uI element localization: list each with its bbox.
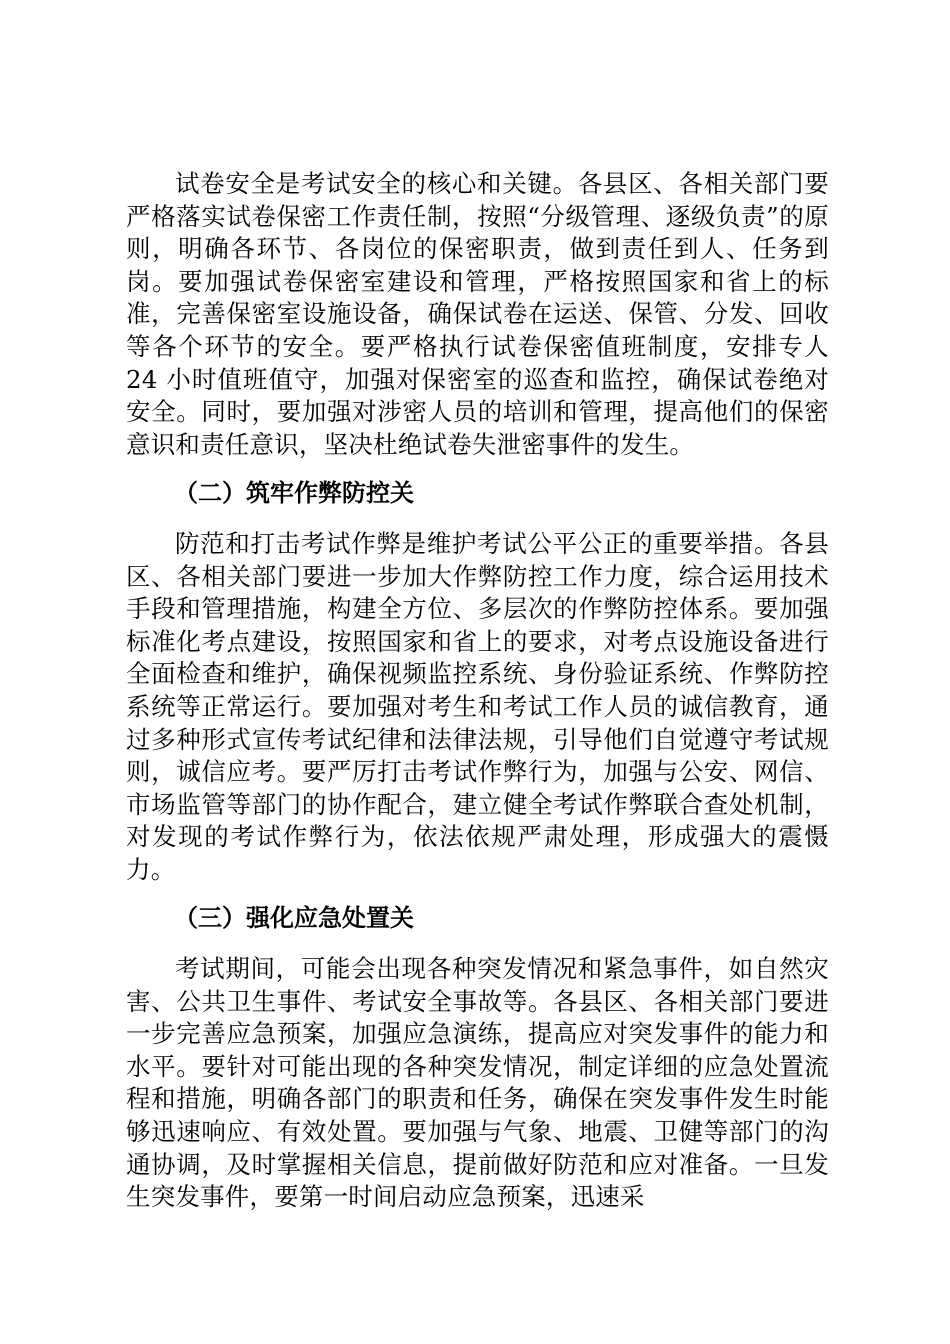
spacer: [126, 510, 829, 528]
section-heading-emergency-response: （三）强化应急处置关: [174, 904, 414, 933]
paragraph-cheating-prevention: 防范和打击考试作弊是维护考试公平公正的重要举措。各县区、各相关部门要进一步加大作弊防控工作力度，综合运用技术手段和管理措施，构建全方位、多层次的作弊防控体系。要加强标准化考点建设，按照国家和省上的要求，对考点设施设备进行全面检查和维护，确保视频监控系统、身份验证系统、作弊防控系统等正常运行。要加强对考生和考试工作人员的诚信教育，通过多种形式宣传考试纪律和法律法规，引导他们自觉遵守考试规则，诚信应考。要严厉打击考试作弊行为，加强与公安、网信、市场监管等部门的协作配合，建立健全考试作弊联合查处机制，对发现的考试作弊行为，依法依规严肃处理，形成强大的震慑力。: [126, 528, 829, 884]
section-heading-cheating-prevention: （二）筑牢作弊防控关: [174, 479, 414, 508]
paragraph-exam-paper-security: 试卷安全是考试安全的核心和关键。各县区、各相关部门要严格落实试卷保密工作责任制，按照“分级管理、逐级负责”的原则，明确各环节、各岗位的保密职责，做到责任到人、任务到岗。要加强试卷保密室建设和管理，严格按照国家和省上的标准，完善保密室设施设备，确保试卷在运送、保管、分发、回收等各个环节的安全。要严格执行试卷保密值班制度，安排专人 24 小时值班值守，加强对保密室的巡查和监控，确保试卷绝对安全。同时，要加强对涉密人员的培训和管理，提高他们的保密意识和责任意识，坚决杜绝试卷失泄密事件的发生。: [126, 169, 829, 459]
spacer: [126, 886, 829, 902]
spacer: [126, 935, 829, 953]
document-body: [126, 168, 829, 1214]
spacer: [126, 461, 829, 477]
paragraph-emergency-response: 考试期间，可能会出现各种突发情况和紧急事件，如自然灾害、公共卫生事件、考试安全事故等。各县区、各相关部门要进一步完善应急预案，加强应急演练，提高应对突发事件的能力和水平。要针对可能出现的各种突发情况，制定详细的应急处置流程和措施，明确各部门的职责和任务，确保在突发事件发生时能够迅速响应、有效处置。要加强与气象、地震、卫健等部门的沟通协调，及时掌握相关信息，提前做好防范和应对准备。一旦发生突发事件，要第一时间启动应急预案，迅速采: [126, 954, 829, 1212]
